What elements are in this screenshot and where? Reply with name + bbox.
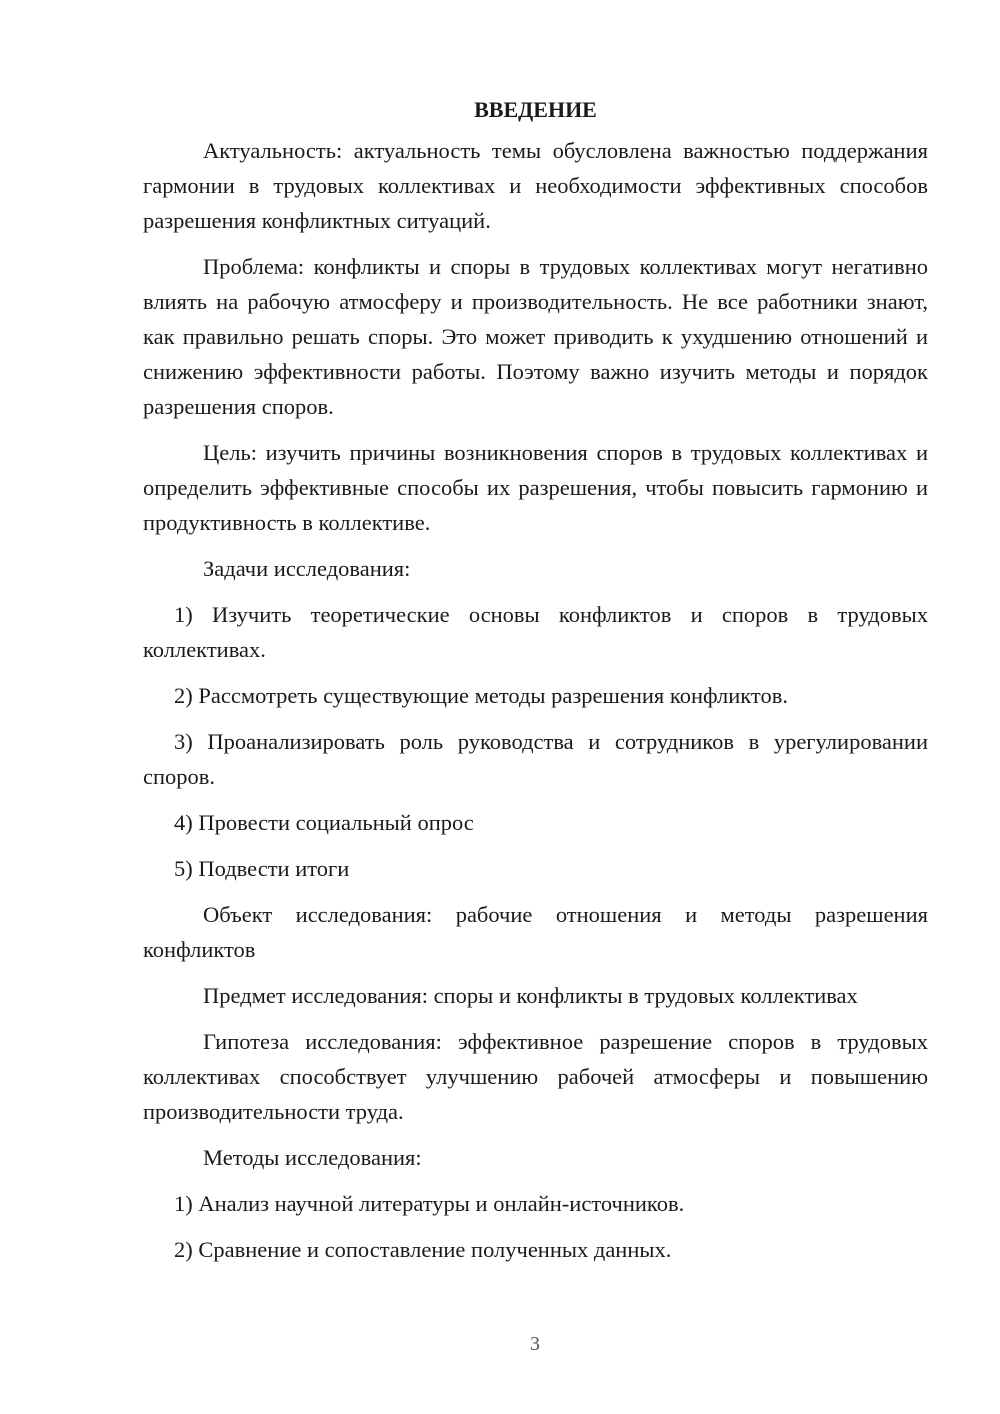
- method-item-1: 1) Анализ научной литературы и онлайн-источников.: [174, 1191, 685, 1216]
- task-item-1: 1) Изучить теоретические основы конфликтов и споров в трудовых коллективах.: [143, 602, 928, 662]
- paragraph-object: Объект исследования: рабочие отношения и методы разрешения конфликтов: [143, 902, 928, 962]
- task-item-3: 3) Проанализировать роль руководства и сотрудников в урегулировании споров.: [143, 729, 928, 789]
- paragraph-tasks-heading: Задачи исследования:: [203, 556, 411, 581]
- page-number: 3: [530, 1333, 540, 1355]
- paragraph-hypothesis: Гипотеза исследования: эффективное разрешение споров в трудовых коллективах способствует улучшению рабочей атмосферы и повышению производительности труда.: [143, 1029, 928, 1124]
- task-item-5: 5) Подвести итоги: [174, 856, 350, 881]
- paragraph-goal: Цель: изучить причины возникновения споров в трудовых коллективах и определить эффективные способы их разрешения, чтобы повысить гармонию и продуктивность в коллективе.: [143, 440, 928, 535]
- paragraph-problem: Проблема: конфликты и споры в трудовых коллективах могут негативно влиять на рабочую атмосферу и производительность. Не все работники знают, как правильно решать споры. Это может приводить к ухудшению отношений и снижению эффективности работы. Поэтому важно изучить методы и порядок разрешения споров.: [143, 254, 928, 419]
- task-item-2: 2) Рассмотреть существующие методы разрешения конфликтов.: [174, 683, 788, 708]
- paragraph-methods-heading: Методы исследования:: [203, 1145, 422, 1170]
- section-title: ВВЕДЕНИЕ: [474, 97, 597, 122]
- page-content: [143, 92, 928, 1278]
- method-item-2: 2) Сравнение и сопоставление полученных данных.: [174, 1237, 672, 1262]
- task-item-4: 4) Провести социальный опрос: [174, 810, 474, 835]
- paragraph-subject: Предмет исследования: споры и конфликты в трудовых коллективах: [203, 983, 858, 1008]
- paragraph-relevance: Актуальность: актуальность темы обусловлена важностью поддержания гармонии в трудовых коллективах и необходимости эффективных способов разрешения конфликтных ситуаций.: [143, 138, 928, 233]
